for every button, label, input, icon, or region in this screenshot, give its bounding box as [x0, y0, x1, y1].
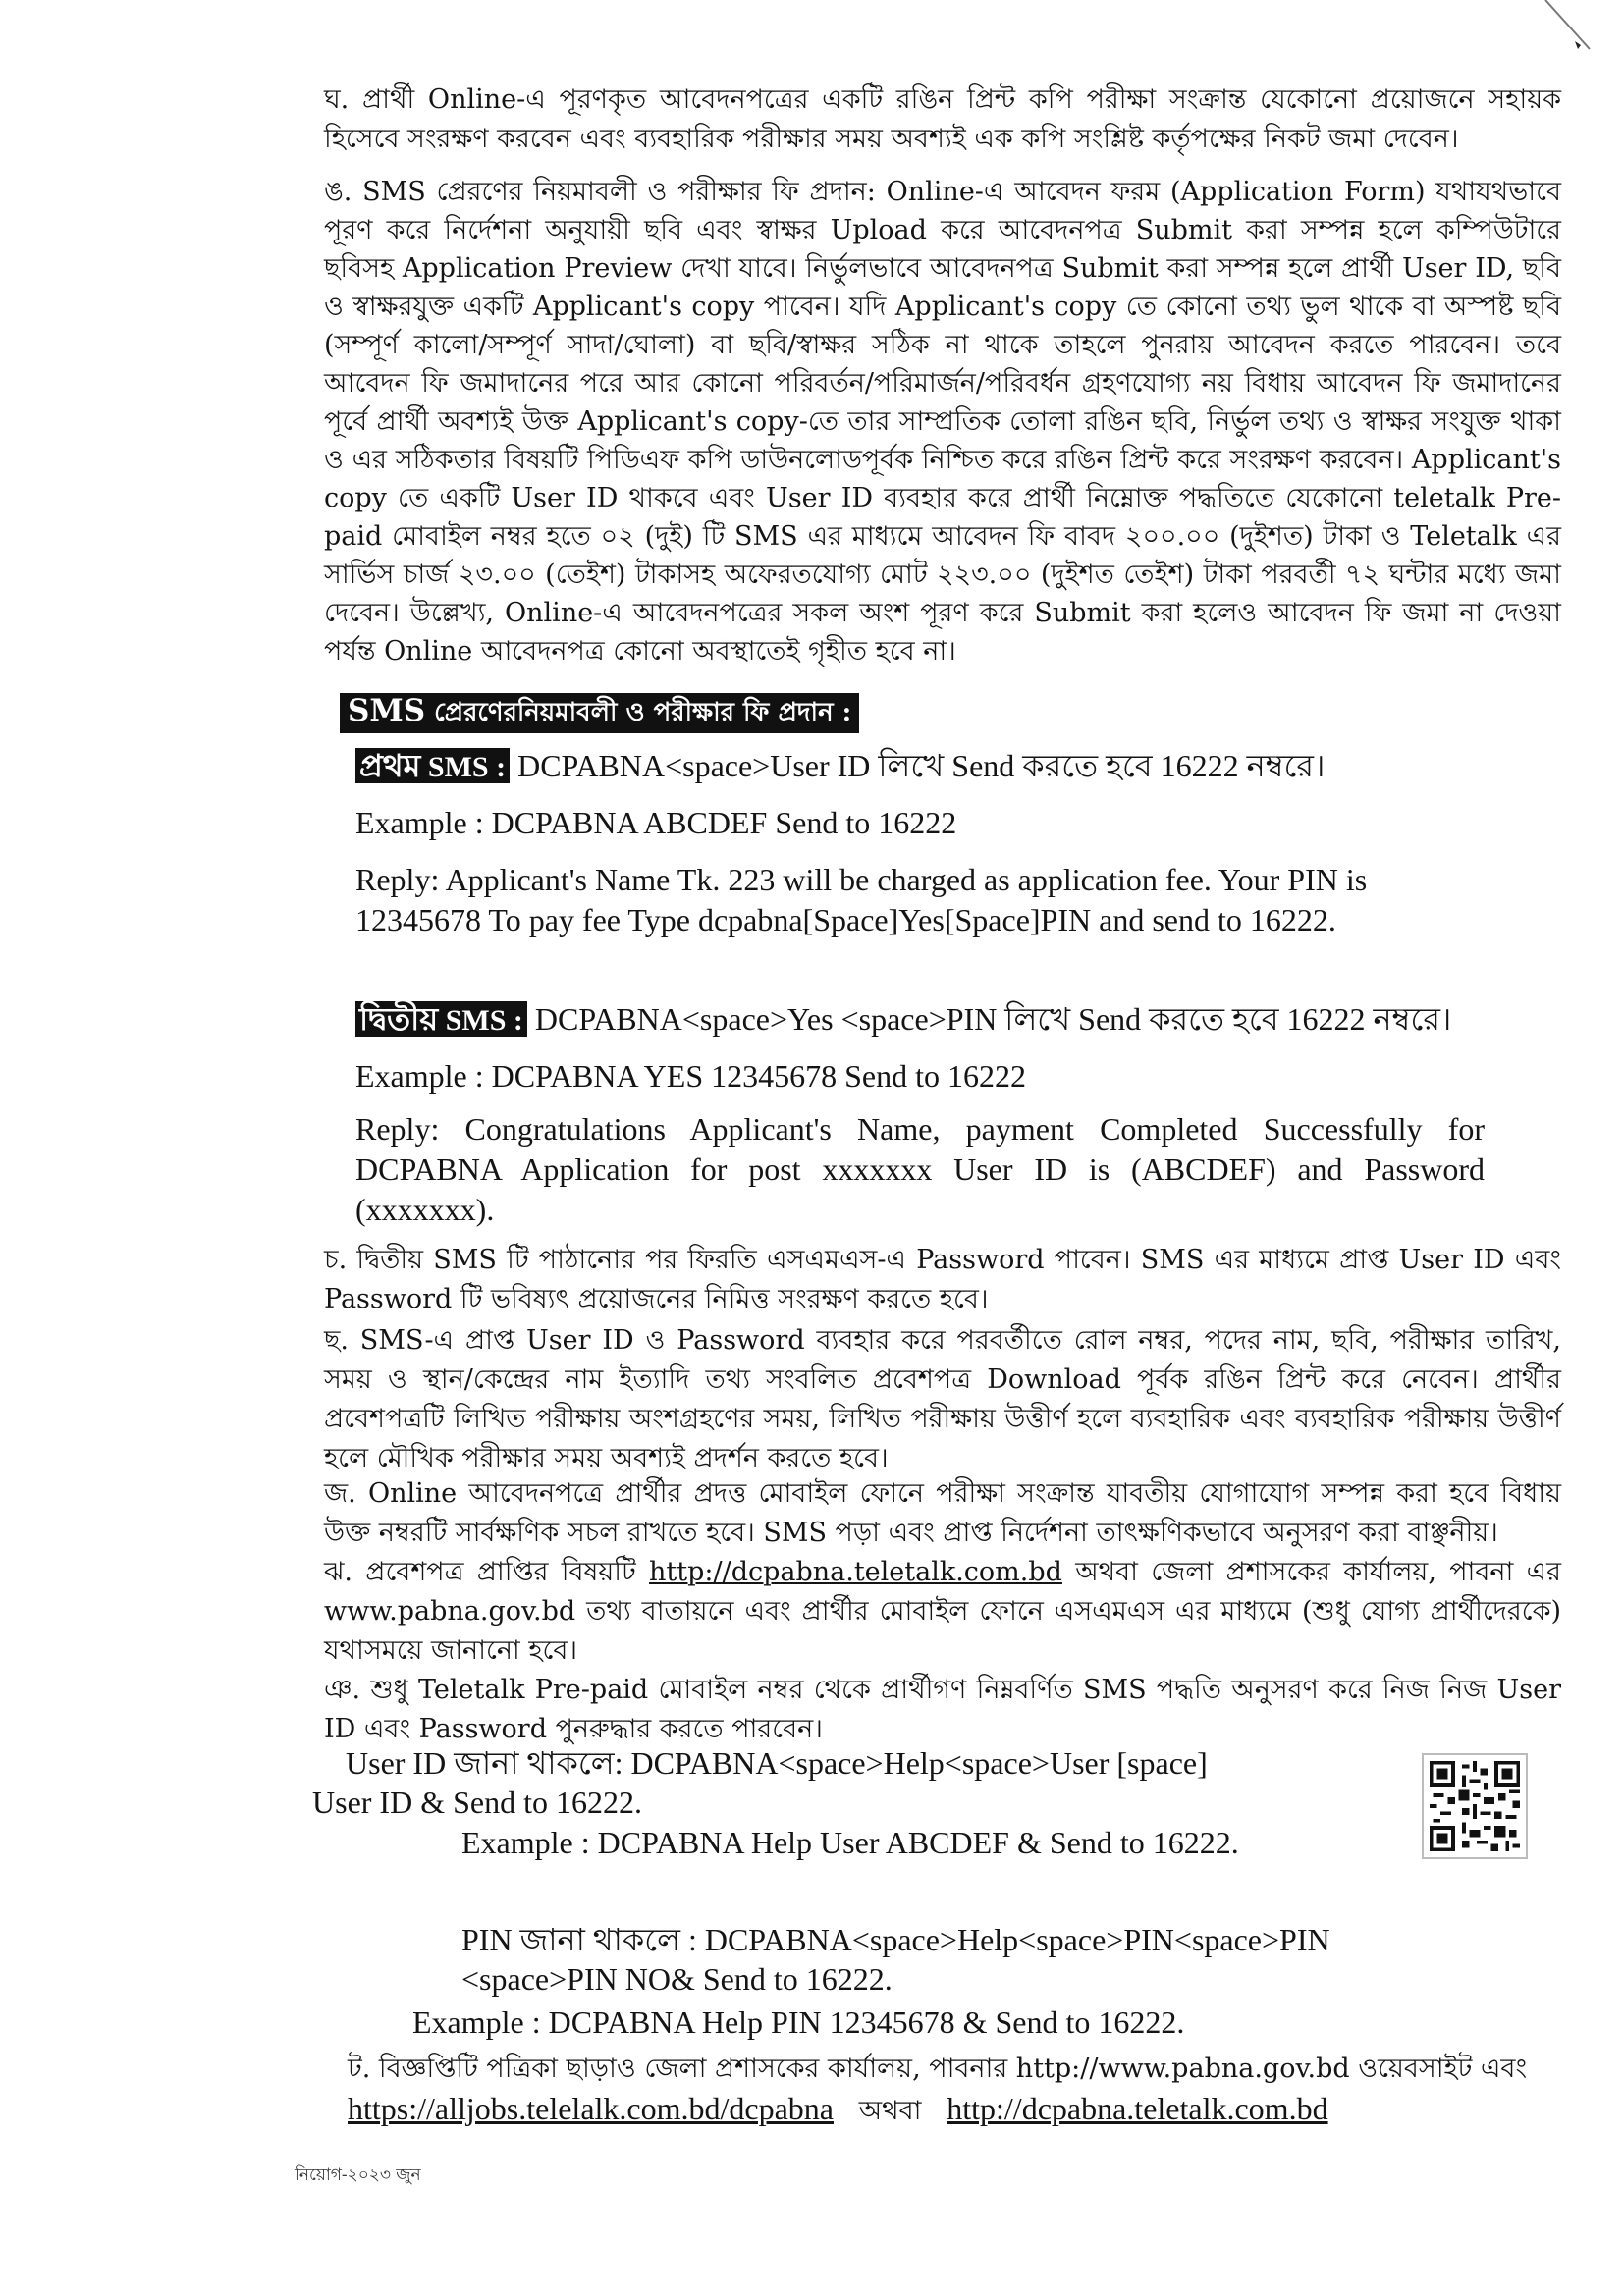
pin-help-line2: <space>PIN NO& Send to 16222. [461, 1961, 893, 1997]
para-jha: ঝ. প্রবেশপত্র প্রাপ্তির বিষয়টি http://dcpabna.teletalk.com.bd অথবা জেলা প্রশাসকের কার্যালয়, পাবনা এর www.pabna.gov.bd তথ্য বাতায়নে এবং প্রার্থীর মোবাইল ফোনে এসএমএস এর মাধ্যমে (শুধু যোগ্য প্রার্থীদেরকে) যথাসময়ে জানানো হবে। [324, 1557, 1561, 1666]
dcpabna-link[interactable]: http://dcpabna.teletalk.com.bd [649, 1557, 1062, 1587]
sms2-line [355, 999, 1573, 1041]
para-ja: জ. Online আবেদনপত্রে প্রার্থীর প্রদত্ত মোবাইল ফোনে পরীক্ষা সংক্রান্ত যাবতীয় যোগাযোগ সম্পন্ন করা হবে বিধায় উক্ত নম্বরটি সার্বক্ষণিক সচল রাখতে হবে। SMS পড়া এবং প্রাপ্ত নির্দেশনা তাৎক্ষণিকভাবে অনুসরণ করা বাঞ্ছনীয়। [324, 1478, 1561, 1548]
para-nya: ঞ. শুধু Teletalk Pre-paid মোবাইল নম্বর থেকে প্রার্থীগণ নিম্নবর্ণিত SMS পদ্ধতি অনুসরণ করে নিজ নিজ User ID এবং Password পুনরুদ্ধার করতে পারবেন। [324, 1675, 1561, 1744]
sms2-example: Example : DCPABNA YES 12345678 Send to 16222 [355, 1058, 1026, 1094]
para-chha: ছ. SMS-এ প্রাপ্ত User ID ও Password ব্যবহার করে পরবর্তীতে রোল নম্বর, পদের নাম, ছবি, পরীক্ষার তারিখ, সময় ও স্থান/কেন্দ্রের নাম ইত্যাদি তথ্য সংবলিত প্রবেশপত্র Download পূর্বক রঙিন প্রিন্ট করে নেবেন। প্রার্থীর প্রবেশপত্রটি লিখিত পরীক্ষায় অংশগ্রহণের সময়, লিখিত পরীক্ষায় উত্তীর্ণ হলে ব্যবহারিক এবং ব্যবহারিক পরীক্ষায় উত্তীর্ণ হলে মৌখিক পরীক্ষার সময় অবশ্যই প্রদর্শন করতে হবে। [324, 1325, 1561, 1473]
sms2-instruction: DCPABNA<space>Yes <space>PIN লিখে Send করতে হবে 16222 নম্বরে। [526, 1001, 1452, 1037]
scan-corner-mark [1536, 0, 1595, 59]
pin-help-line1: PIN জানা থাকলে : DCPABNA<space>Help<space>PIN<space>PIN [461, 1922, 1330, 1957]
user-id-help-line1: User ID জানা থাকলে: DCPABNA<space>Help<space>User [space] [346, 1745, 1208, 1781]
sms1-reply: Reply: Applicant's Name Tk. 223 will be charged as application fee. Your PIN is 12345678 To pay fee Type dcpabna[Space]Yes[Space]PIN and send to 16222. [355, 862, 1368, 937]
sms1-example: Example : DCPABNA ABCDEF Send to 16222 [355, 805, 957, 840]
sms2-reply: Reply: Congratulations Applicant's Name, payment Completed Successfully for DCPABNA Application for post xxxxxxx User ID is (ABCDEF) and Password (xxxxxxx). [355, 1111, 1485, 1227]
dcpabna-teletalk-link[interactable]: http://dcpabna.teletalk.com.bd [947, 2091, 1328, 2126]
user-id-help-example: Example : DCPABNA Help User ABCDEF & Send to 16222. [461, 1825, 1239, 1860]
sms-heading-big: SMS [348, 693, 426, 728]
sms2-tag: দ্বিতীয় SMS : [355, 1001, 527, 1037]
qr-code [1422, 1753, 1528, 1859]
para-uma: ঙ. SMS প্রেরণের নিয়মাবলী ও পরীক্ষার ফি প্রদান: Online-এ আবেদন ফরম (Application Form) যথাযথভাবে পূরণ করে নির্দেশনা অনুযায়ী ছবি এবং স্বাক্ষর Upload করে আবেদনপত্র Submit করা সম্পন্ন হলে কম্পিউটারে ছবিসহ Application Preview দেখা যাবে। নির্ভুলভাবে আবেদনপত্র Submit করা সম্পন্ন হলে প্রার্থী User ID, ছবি ও স্বাক্ষরযুক্ত একটি Applicant's copy পাবেন। যদি Applicant's copy তে কোনো তথ্য ভুল থাকে বা অস্পষ্ট ছবি (সম্পূর্ণ কালো/সম্পূর্ণ সাদা/ঘোলা) বা ছবি/স্বাক্ষর সঠিক না থাকে তাহলে পুনরায় আবেদন করতে পারবেন। তবে আবেদন ফি জমাদানের পরে আর কোনো পরিবর্তন/পরিমার্জন/পরিবর্ধন গ্রহণযোগ্য নয় বিধায় আবেদন ফি জমাদানের পূর্বে প্রার্থী অবশ্যই উক্ত Applicant's copy-তে তার সাম্প্রতিক তোলা রঙিন ছবি, নির্ভুল তথ্য ও স্বাক্ষর সংযুক্ত থাকা ও এর সঠিকতার বিষয়টি পিডিএফ কপি ডাউনলোডপূর্বক নিশ্চিত করে রঙিন প্রিন্ট করে সংরক্ষণ করবেন। Applicant's copy তে একটি User ID থাকবে এবং User ID ব্যবহার করে প্রার্থী নিম্নোক্ত পদ্ধতিতে যেকোনো teletalk Pre-paid মোবাইল নম্বর হতে ০২ (দুই) টি SMS এর মাধ্যমে আবেদন ফি বাবদ ২০০.০০ (দুইশত) টাকা ও Teletalk এর সার্ভিস চার্জ ২৩.০০ (তেইশ) টাকাসহ অফেরতযোগ্য মোট ২২৩.০০ (দুইশত তেইশ) টাকা পরবর্তী ৭২ ঘন্টার মধ্যে জমা দেবেন। উল্লেখ্য, Online-এ আবেদনপত্রের সকল অংশ পূরণ করে Submit করা হলেও আবেদন ফি জমা না দেওয়া পর্যন্ত Online আবেদনপত্র কোনো অবস্থাতেই গৃহীত হবে না। [324, 177, 1561, 667]
para-ta: ট. বিজ্ঞপ্তিটি পত্রিকা ছাড়াও জেলা প্রশাসকের কার্যালয়, পাবনার http://www.pabna.gov.bd ওয়েবসাইট এবং https://alljobs.telelalk.com.bd/dcpabna অথবা http://dcpabna.teletalk.com.bd [348, 2054, 1528, 2126]
footer-note: নিয়োগ-২০২৩ জুন [295, 2165, 421, 2185]
para-cha: চ. দ্বিতীয় SMS টি পাঠানোর পর ফিরতি এসএমএস-এ Password পাবেন। SMS এর মাধ্যমে প্রাপ্ত User ID এবং Password টি ভবিষ্যৎ প্রয়োজনের নিমিত্ত সংরক্ষণ করতে হবে। [324, 1245, 1561, 1314]
para-gha: ঘ. প্রার্থী Online-এ পূরণকৃত আবেদনপত্রের একটি রঙিন প্রিন্ট কপি পরীক্ষা সংক্রান্ত যেকোনো প্রয়োজনে সহায়ক হিসেবে সংরক্ষণ করবেন এবং ব্যবহারিক পরীক্ষার সময় অবশ্যই এক কপি সংশ্লিষ্ট কর্তৃপক্ষের নিকট জমা দেবেন। [324, 84, 1561, 154]
sms-heading-rest: প্রেরণেরনিয়মাবলী ও পরীক্ষার ফি প্রদান : [425, 698, 852, 727]
sms1-instruction: DCPABNA<space>User ID লিখে Send করতে হবে 16222 নম্বরে। [510, 748, 1326, 783]
pin-help-example: Example : DCPABNA Help PIN 12345678 & Send to 16222. [412, 2004, 1185, 2040]
sms1-line [355, 746, 1573, 787]
alljobs-link[interactable]: https://alljobs.telelalk.com.bd/dcpabna [348, 2091, 834, 2126]
sms-section-heading [340, 693, 859, 733]
sms1-tag: প্রথম SMS : [355, 748, 510, 783]
user-id-help-line2: User ID & Send to 16222. [312, 1785, 642, 1820]
